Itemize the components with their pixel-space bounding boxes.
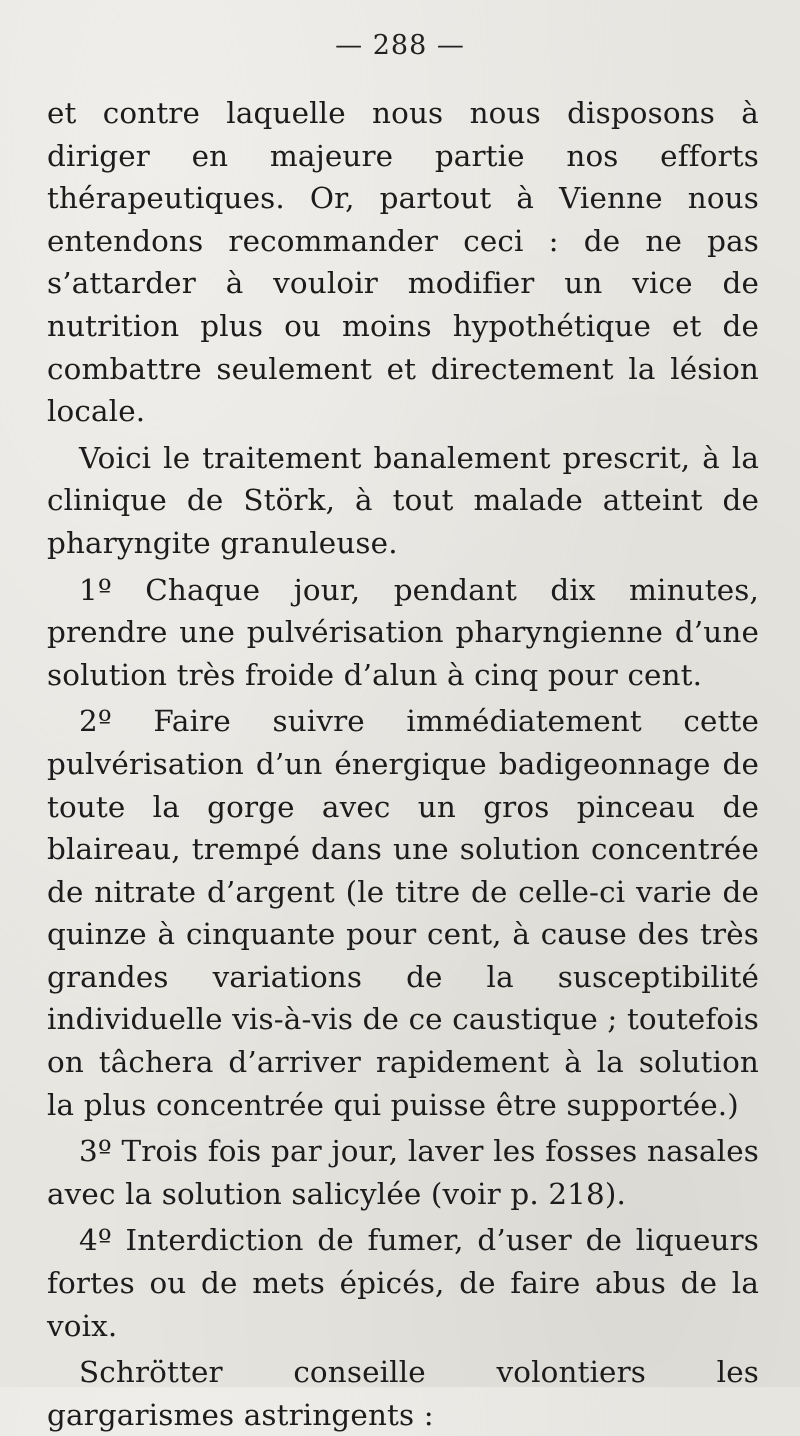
body-text: [47, 92, 759, 1436]
paragraph-treatment: Voici le traitement banalement prescrit, à la clinique de Störk, à tout malade atteint de pharyngite granuleuse.: [47, 440, 759, 560]
page-number: — 288 —: [335, 30, 465, 61]
paragraph-intro: et contre laquelle nous nous disposons à diriger en majeure partie nos efforts thérapeutiques. Or, partout à Vienne nous entendons recommander ceci : de ne pas s’attarder à vouloir modifier un vice de nutrition plus ou moins hypothétique et de combattre seulement et directement la lésion locale.: [47, 96, 759, 429]
paragraph-step-1: 1º Chaque jour, pendant dix minutes, prendre une pulvérisation pharyngienne d’une solution très froide d’alun à cinq pour cent.: [47, 572, 759, 692]
paragraph-step-4: 4º Interdiction de fumer, d’user de liqueurs fortes ou de mets épicés, de faire abus de la voix.: [47, 1223, 759, 1343]
paragraph-schrotter: Schrötter conseille volontiers les gargarismes astringents :: [47, 1355, 759, 1432]
paragraph-step-2: 2º Faire suivre immédiatement cette pulvérisation d’un énergique badigeonnage de toute la gorge avec un gros pinceau de blaireau, trempé dans une solution concentrée de nitrate d’argent (le titre de celle-ci varie de quinze à cinquante pour cent, à cause des très grandes variations de la susceptibilité individuelle vis-à-vis de ce caustique ; toutefois on tâchera d’arriver rapidement à la solution la plus concentrée qui puisse être supportée.): [47, 704, 759, 1122]
paragraph-step-3: 3º Trois fois par jour, laver les fosses nasales avec la solution salicylée (voir p. 218).: [47, 1134, 759, 1211]
